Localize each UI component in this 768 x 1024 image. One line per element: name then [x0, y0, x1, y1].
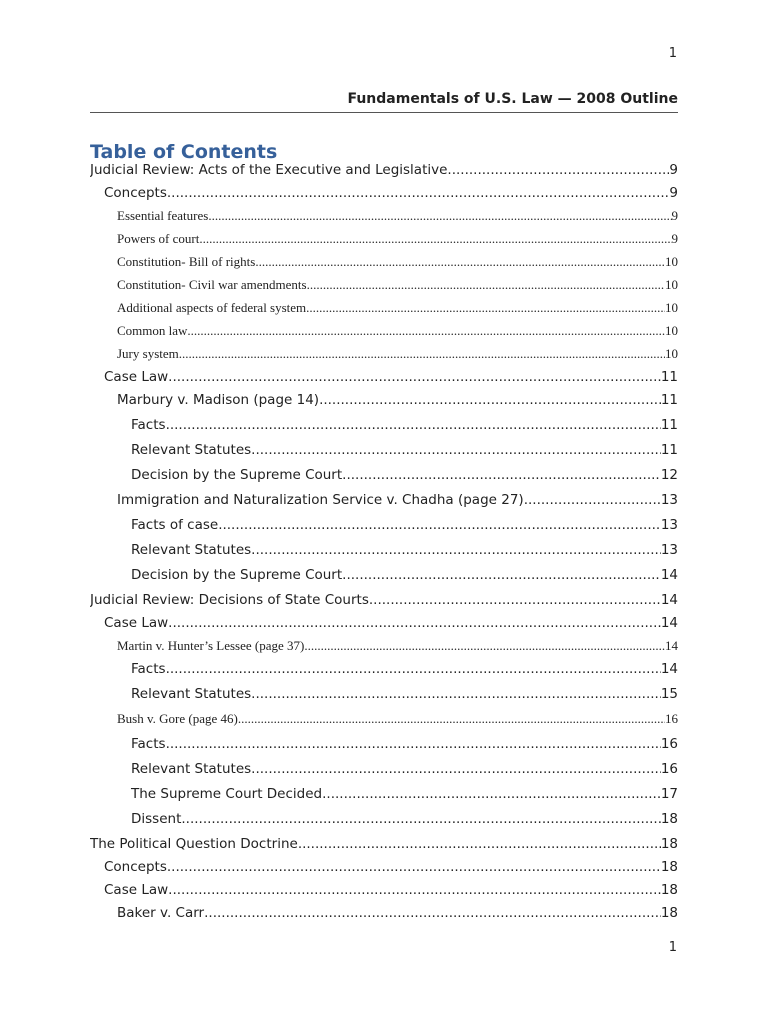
toc-entry-label: Constitution- Civil war amendments — [117, 277, 307, 292]
toc-entry-page: 10 — [665, 300, 678, 315]
toc-entry[interactable] — [90, 859, 678, 882]
toc-entry[interactable] — [90, 323, 678, 346]
dot-leader — [322, 786, 661, 802]
toc-entry-label: Facts — [131, 661, 166, 677]
dot-leader — [369, 592, 661, 608]
dot-leader — [319, 392, 661, 408]
toc-entry[interactable] — [90, 185, 678, 208]
dot-leader — [168, 615, 661, 631]
toc-entry-page: 15 — [660, 686, 678, 702]
toc-entry-page: 14 — [665, 638, 678, 653]
dot-leader — [304, 638, 665, 654]
toc-entry-label: Immigration and Naturalization Service v. Chadha (page 27) — [117, 492, 524, 508]
toc-entry[interactable] — [90, 231, 678, 254]
toc-entry-page: 13 — [660, 517, 678, 533]
dot-leader — [342, 467, 661, 483]
dot-leader — [179, 346, 665, 362]
dot-leader — [168, 882, 661, 898]
toc-entry-label: Marbury v. Madison (page 14) — [117, 392, 320, 408]
toc-entry-label: Case Law — [104, 369, 169, 385]
dot-leader — [251, 542, 661, 558]
toc-entry[interactable] — [90, 542, 678, 567]
toc-entry-page: 18 — [660, 905, 678, 921]
toc-entry-page: 9 — [669, 162, 678, 178]
toc-entry[interactable] — [90, 836, 678, 859]
document-header — [90, 91, 678, 113]
dot-leader — [218, 517, 661, 533]
dot-leader — [251, 442, 661, 458]
toc-entry-label: Essential features — [117, 208, 209, 223]
toc-entry-label: Additional aspects of federal system — [117, 300, 307, 315]
toc-entry[interactable] — [90, 761, 678, 786]
dot-leader — [187, 323, 665, 339]
toc-entry-label: Decision by the Supreme Court — [131, 567, 343, 583]
dot-leader — [238, 711, 665, 727]
toc-entry[interactable] — [90, 392, 678, 417]
dot-leader — [168, 369, 661, 385]
dot-leader — [298, 836, 661, 852]
dot-leader — [306, 300, 665, 316]
dot-leader — [251, 761, 661, 777]
toc-entry-label: Case Law — [104, 615, 169, 631]
toc-entry-page: 10 — [665, 254, 678, 269]
toc-entry[interactable] — [90, 592, 678, 615]
toc-entry-page: 18 — [660, 882, 678, 898]
dot-leader — [166, 661, 661, 677]
toc-entry[interactable] — [90, 277, 678, 300]
toc-entry[interactable] — [90, 442, 678, 467]
toc-entry[interactable] — [90, 567, 678, 592]
table-of-contents — [90, 162, 678, 928]
toc-entry-page: 14 — [660, 567, 678, 583]
toc-entry[interactable] — [90, 661, 678, 686]
toc-entry[interactable] — [90, 882, 678, 905]
toc-entry-label: Facts — [131, 417, 166, 433]
toc-entry-page: 14 — [660, 661, 678, 677]
toc-entry[interactable] — [90, 417, 678, 442]
toc-entry-label: Powers of court — [117, 231, 200, 246]
toc-entry-page: 16 — [660, 761, 678, 777]
toc-entry-page: 14 — [660, 592, 678, 608]
toc-entry-page: 18 — [660, 811, 678, 827]
toc-entry[interactable] — [90, 300, 678, 323]
dot-leader — [199, 231, 671, 247]
toc-entry-label: Judicial Review: Decisions of State Courts — [90, 592, 369, 608]
toc-entry[interactable] — [90, 905, 678, 928]
dot-leader — [166, 417, 661, 433]
toc-entry-label: Baker v. Carr — [117, 905, 205, 921]
toc-entry-label: The Supreme Court Decided — [131, 786, 323, 802]
toc-entry-label: Facts of case — [131, 517, 219, 533]
dot-leader — [208, 208, 671, 224]
toc-entry[interactable] — [90, 492, 678, 517]
toc-entry-label: Dissent — [131, 811, 182, 827]
dot-leader — [524, 492, 661, 508]
toc-entry-page: 10 — [665, 323, 678, 338]
dot-leader — [307, 277, 665, 293]
toc-entry-page: 13 — [660, 542, 678, 558]
toc-entry-label: Constitution- Bill of rights — [117, 254, 256, 269]
toc-entry-page: 18 — [660, 859, 678, 875]
toc-entry-page: 16 — [660, 736, 678, 752]
dot-leader — [166, 736, 661, 752]
toc-entry-page: 9 — [671, 231, 678, 246]
toc-entry[interactable] — [90, 517, 678, 542]
toc-entry-page: 11 — [660, 442, 678, 458]
toc-entry-page: 11 — [660, 417, 678, 433]
toc-entry-label: Relevant Statutes — [131, 761, 252, 777]
toc-entry-label: Common law — [117, 323, 188, 338]
toc-entry-label: Decision by the Supreme Court — [131, 467, 343, 483]
page-number-top: 1 — [668, 46, 677, 61]
toc-entry-page: 11 — [660, 392, 678, 408]
dot-leader — [167, 859, 661, 875]
toc-entry-label: Bush v. Gore (page 46) — [117, 711, 238, 726]
toc-entry-label: Jury system — [117, 346, 179, 361]
toc-entry[interactable] — [90, 811, 678, 836]
toc-entry-label: Concepts — [104, 859, 167, 875]
toc-entry-page: 11 — [660, 369, 678, 385]
toc-entry[interactable] — [90, 346, 678, 369]
toc-entry-page: 13 — [660, 492, 678, 508]
toc-entry-page: 18 — [660, 836, 678, 852]
toc-entry-page: 16 — [665, 711, 678, 726]
toc-entry-page: 14 — [660, 615, 678, 631]
toc-entry[interactable] — [90, 686, 678, 711]
document-title: Fundamentals of U.S. Law — 2008 Outline — [347, 91, 678, 107]
dot-leader — [447, 162, 669, 178]
toc-heading: Table of Contents — [90, 141, 278, 163]
toc-entry[interactable] — [90, 254, 678, 277]
toc-entry-page: 17 — [660, 786, 678, 802]
toc-entry-label: Relevant Statutes — [131, 686, 252, 702]
toc-entry[interactable] — [90, 162, 678, 185]
dot-leader — [167, 185, 670, 201]
toc-entry-page: 9 — [671, 208, 678, 223]
toc-entry-page: 10 — [665, 346, 678, 361]
toc-entry[interactable] — [90, 786, 678, 811]
toc-entry-label: The Political Question Doctrine — [90, 836, 298, 852]
dot-leader — [255, 254, 665, 270]
dot-leader — [342, 567, 661, 583]
toc-entry-page: 12 — [660, 467, 678, 483]
toc-entry[interactable] — [90, 638, 678, 661]
toc-entry-page: 10 — [665, 277, 678, 292]
dot-leader — [181, 811, 660, 827]
toc-entry-label: Case Law — [104, 882, 169, 898]
toc-entry-label: Relevant Statutes — [131, 442, 252, 458]
toc-entry-label: Judicial Review: Acts of the Executive and Legislative — [90, 162, 448, 178]
toc-entry-label: Concepts — [104, 185, 167, 201]
toc-entry[interactable] — [90, 711, 678, 736]
toc-entry[interactable] — [90, 208, 678, 231]
toc-entry-label: Relevant Statutes — [131, 542, 252, 558]
toc-entry[interactable] — [90, 615, 678, 638]
toc-entry-label: Facts — [131, 736, 166, 752]
dot-leader — [251, 686, 661, 702]
toc-entry[interactable] — [90, 467, 678, 492]
toc-entry-label: Martin v. Hunter’s Lessee (page 37) — [117, 638, 305, 653]
page-number-bottom: 1 — [668, 940, 677, 955]
toc-entry[interactable] — [90, 736, 678, 761]
dot-leader — [204, 905, 661, 921]
toc-entry-page: 9 — [669, 185, 678, 201]
toc-entry[interactable] — [90, 369, 678, 392]
